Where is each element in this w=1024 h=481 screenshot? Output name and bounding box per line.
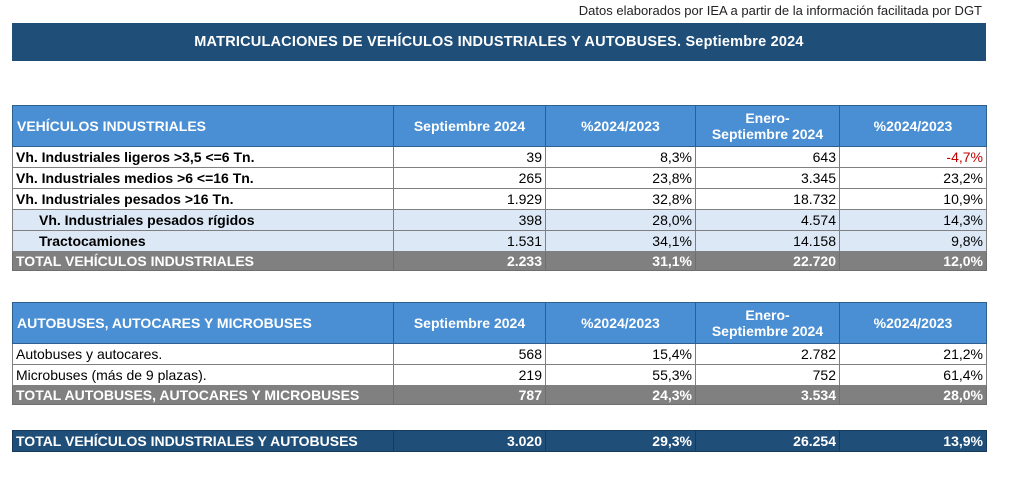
- grand-total-pct-month: 29,3%: [546, 431, 696, 452]
- cell-pct-ytd: -4,7%: [840, 147, 987, 168]
- row-label: Microbuses (más de 9 plazas).: [13, 365, 394, 386]
- cell-pct-month: 32,8%: [546, 189, 696, 210]
- total-label: TOTAL VEHÍCULOS INDUSTRIALES: [13, 252, 394, 271]
- grand-total-label: TOTAL VEHÍCULOS INDUSTRIALES Y AUTOBUSES: [13, 431, 394, 452]
- cell-ytd: 3.345: [696, 168, 840, 189]
- cell-pct-ytd: 23,2%: [840, 168, 987, 189]
- total-row: [13, 252, 987, 271]
- total-pct-month: 24,3%: [546, 386, 696, 405]
- row-label: Tractocamiones: [13, 231, 394, 252]
- cell-pct-ytd: 61,4%: [840, 365, 987, 386]
- grand-total-table: [12, 430, 987, 452]
- cell-pct-month: 34,1%: [546, 231, 696, 252]
- cell-pct-ytd: 14,3%: [840, 210, 987, 231]
- header-ytd-line1: Enero-: [745, 307, 790, 323]
- header-ytd-line1: Enero-: [745, 110, 790, 126]
- header-ytd-line2: Septiembre 2024: [711, 323, 824, 339]
- header-september: Septiembre 2024: [394, 106, 546, 147]
- buses-table: [12, 302, 987, 405]
- cell-september: 398: [394, 210, 546, 231]
- grand-total-pct-ytd: 13,9%: [840, 431, 987, 452]
- cell-september: 568: [394, 344, 546, 365]
- total-ytd: 3.534: [696, 386, 840, 405]
- cell-ytd: 18.732: [696, 189, 840, 210]
- source-note: Datos elaborados por IEA a partir de la información facilitada por DGT: [578, 3, 982, 18]
- header-september: Septiembre 2024: [394, 303, 546, 344]
- table-row: [13, 210, 987, 231]
- cell-september: 39: [394, 147, 546, 168]
- table-row: [13, 147, 987, 168]
- total-september: 2.233: [394, 252, 546, 271]
- row-label: Vh. Industriales pesados >16 Tn.: [13, 189, 394, 210]
- total-ytd: 22.720: [696, 252, 840, 271]
- header-ytd: [696, 303, 840, 344]
- table-row: [13, 189, 987, 210]
- total-pct-month: 31,1%: [546, 252, 696, 271]
- cell-pct-month: 8,3%: [546, 147, 696, 168]
- cell-pct-ytd: 21,2%: [840, 344, 987, 365]
- table-row: [13, 231, 987, 252]
- grand-total-september: 3.020: [394, 431, 546, 452]
- cell-september: 265: [394, 168, 546, 189]
- cell-ytd: 2.782: [696, 344, 840, 365]
- table-header-row: [13, 303, 987, 344]
- total-pct-ytd: 12,0%: [840, 252, 987, 271]
- total-september: 787: [394, 386, 546, 405]
- total-row: [13, 386, 987, 405]
- report-title-banner: MATRICULACIONES DE VEHÍCULOS INDUSTRIALES Y AUTOBUSES. Septiembre 2024: [12, 23, 986, 61]
- cell-september: 219: [394, 365, 546, 386]
- total-label: TOTAL AUTOBUSES, AUTOCARES Y MICROBUSES: [13, 386, 394, 405]
- cell-pct-month: 28,0%: [546, 210, 696, 231]
- header-ytd-line2: Septiembre 2024: [711, 126, 824, 142]
- header-ytd: [696, 106, 840, 147]
- row-label: Autobuses y autocares.: [13, 344, 394, 365]
- header-pct-ytd: %2024/2023: [840, 303, 987, 344]
- row-label: Vh. Industriales ligeros >3,5 <=6 Tn.: [13, 147, 394, 168]
- table-row: [13, 168, 987, 189]
- header-pct-month: %2024/2023: [546, 106, 696, 147]
- cell-september: 1.929: [394, 189, 546, 210]
- cell-ytd: 4.574: [696, 210, 840, 231]
- cell-ytd: 14.158: [696, 231, 840, 252]
- total-pct-ytd: 28,0%: [840, 386, 987, 405]
- table-row: [13, 344, 987, 365]
- cell-pct-month: 55,3%: [546, 365, 696, 386]
- cell-pct-month: 15,4%: [546, 344, 696, 365]
- cell-september: 1.531: [394, 231, 546, 252]
- table-header-row: [13, 106, 987, 147]
- header-category: VEHÍCULOS INDUSTRIALES: [13, 106, 394, 147]
- row-label: Vh. Industriales pesados rígidos: [13, 210, 394, 231]
- cell-pct-ytd: 9,8%: [840, 231, 987, 252]
- cell-pct-ytd: 10,9%: [840, 189, 987, 210]
- header-category: AUTOBUSES, AUTOCARES Y MICROBUSES: [13, 303, 394, 344]
- grand-total-row: [13, 431, 987, 452]
- cell-ytd: 752: [696, 365, 840, 386]
- cell-ytd: 643: [696, 147, 840, 168]
- header-pct-ytd: %2024/2023: [840, 106, 987, 147]
- header-pct-month: %2024/2023: [546, 303, 696, 344]
- table-row: [13, 365, 987, 386]
- cell-pct-month: 23,8%: [546, 168, 696, 189]
- grand-total-ytd: 26.254: [696, 431, 840, 452]
- industrial-vehicles-table: [12, 105, 987, 271]
- row-label: Vh. Industriales medios >6 <=16 Tn.: [13, 168, 394, 189]
